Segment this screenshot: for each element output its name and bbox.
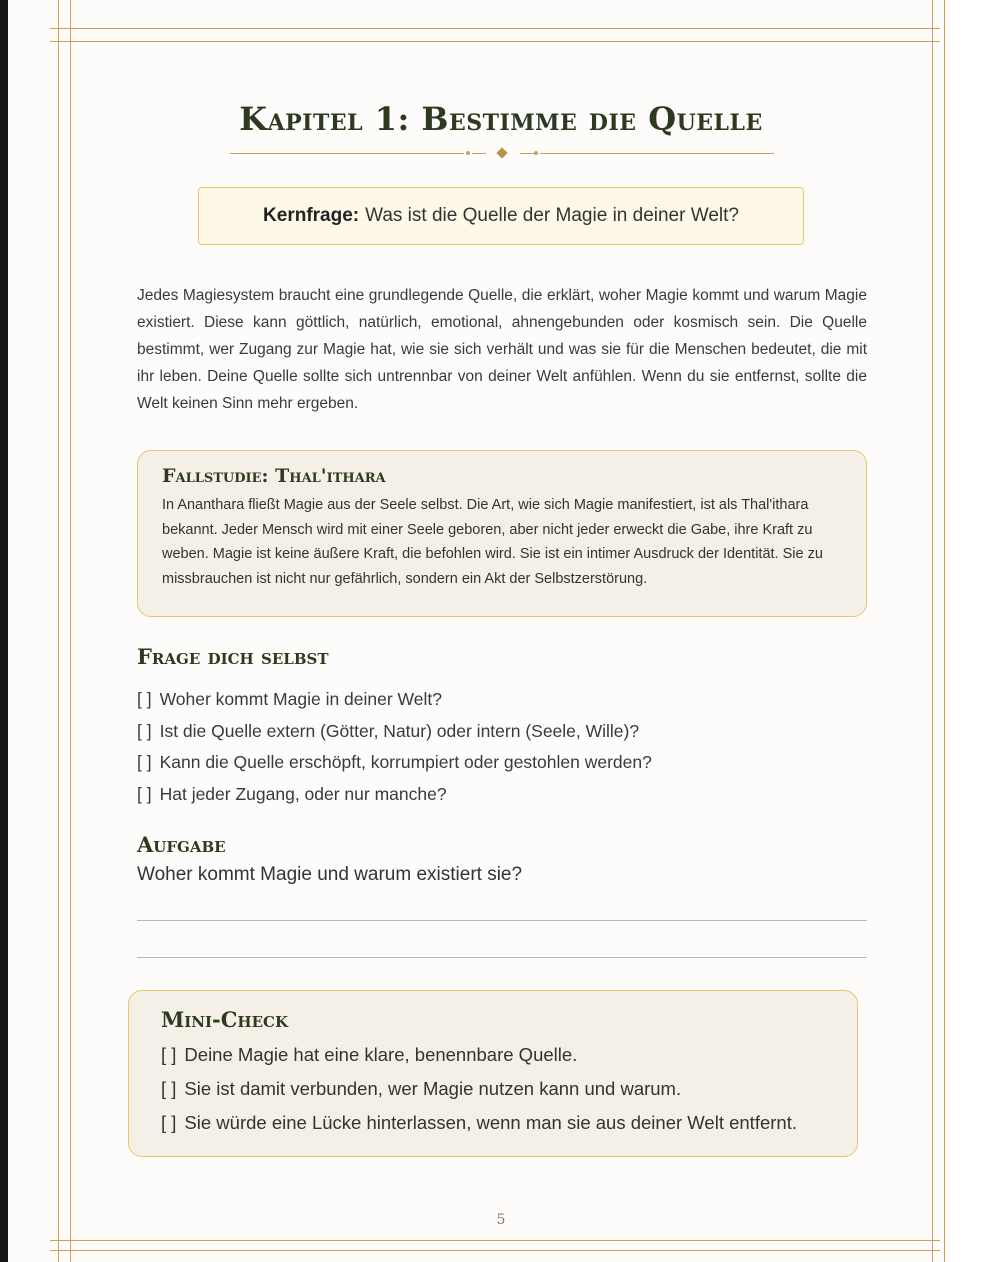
core-question-text: Was ist die Quelle der Magie in deiner Welt? — [365, 205, 739, 226]
list-item: [ ] Kann die Quelle erschöpft, korrumpiert oder gestohlen werden? — [137, 752, 652, 773]
answer-line-2 — [137, 957, 867, 958]
task-heading: Aufgabe — [137, 832, 226, 857]
page-number: 5 — [496, 1212, 506, 1228]
frame-line-left-outer — [58, 0, 59, 1262]
mini-check-list — [161, 1038, 857, 1140]
checkbox-icon: [ ] — [137, 752, 152, 773]
checkbox-icon: [ ] — [137, 784, 152, 805]
title-ornament — [230, 146, 774, 160]
task-question: Woher kommt Magie und warum existiert sie? — [137, 864, 523, 885]
question-list — [137, 684, 867, 811]
checkbox-icon: [ ] — [137, 720, 152, 741]
frame-line-top-inner — [50, 41, 940, 42]
diamond-ornament-icon — [496, 147, 507, 158]
viewer-edge-left — [0, 0, 8, 1262]
ask-yourself-heading: Frage dich selbst — [137, 644, 329, 669]
frame-line-top-outer — [50, 28, 940, 29]
list-item: [ ] Sie ist damit verbunden, wer Magie nutzen kann und warum. — [161, 1078, 682, 1099]
frame-line-bottom-outer — [50, 1250, 940, 1251]
frame-line-bottom-inner — [50, 1240, 940, 1241]
answer-line-1 — [137, 920, 867, 921]
chapter-title: Kapitel 1: Bestimme die Quelle — [239, 100, 763, 138]
list-item: [ ] Sie würde eine Lücke hinterlassen, wenn man sie aus deiner Welt entfernt. — [161, 1112, 797, 1133]
checkbox-icon: [ ] — [161, 1112, 177, 1133]
mini-check-heading: Mini-Check — [161, 1007, 289, 1032]
viewer-edge-right — [946, 0, 986, 1262]
list-item: [ ] Ist die Quelle extern (Götter, Natur) oder intern (Seele, Wille)? — [137, 720, 640, 741]
checkbox-icon: [ ] — [161, 1044, 177, 1065]
intro-paragraph: Jedes Magiesystem braucht eine grundlegende Quelle, die erklärt, woher Magie kommt und warum Magie existiert. Diese kann göttlich, natürlich, emotional, ahnengebunden oder kosmisch sein. Die Quelle bestimmt, wer Zugang zur Magie hat, wie sie sich verhält und was sie für die Menschen bedeutet, die mit ihr leben. Deine Quelle sollte sich untrennbar von deiner Welt anfühlen. Wenn du sie entfernst, sollte die Welt keinen Sinn mehr ergeben. — [137, 287, 867, 412]
core-question-label: Kernfrage: — [263, 205, 360, 226]
list-item: [ ] Hat jeder Zugang, oder nur manche? — [137, 784, 447, 805]
case-study-text: In Ananthara fließt Magie aus der Seele selbst. Die Art, wie sich Magie manifestiert, ist als Thal'ithara bekannt. Jeder Mensch wird mit einer Seele geboren, aber nicht jeder erweckt die Gabe, ihre Kraft zu weben. Magie ist keine äußere Kraft, die befohlen wird. Sie ist ein intimer Ausdruck der Identität. Sie zu missbrauchen ist nicht nur gefährlich, sondern ein Akt der Selbstzerstörung. — [162, 497, 823, 587]
mini-check-box — [128, 990, 858, 1157]
core-question-box — [198, 187, 804, 245]
checkbox-icon: [ ] — [161, 1078, 177, 1099]
frame-line-left-inner — [70, 0, 71, 1262]
case-study-title: Fallstudie: Thal'ithara — [162, 465, 386, 487]
list-item: [ ] Deine Magie hat eine klare, benennbare Quelle. — [161, 1044, 578, 1065]
list-item: [ ] Woher kommt Magie in deiner Welt? — [137, 689, 442, 709]
case-study-box — [137, 450, 867, 617]
checkbox-icon: [ ] — [137, 689, 152, 709]
frame-line-right-outer — [944, 0, 945, 1262]
frame-line-right-inner — [932, 0, 933, 1262]
